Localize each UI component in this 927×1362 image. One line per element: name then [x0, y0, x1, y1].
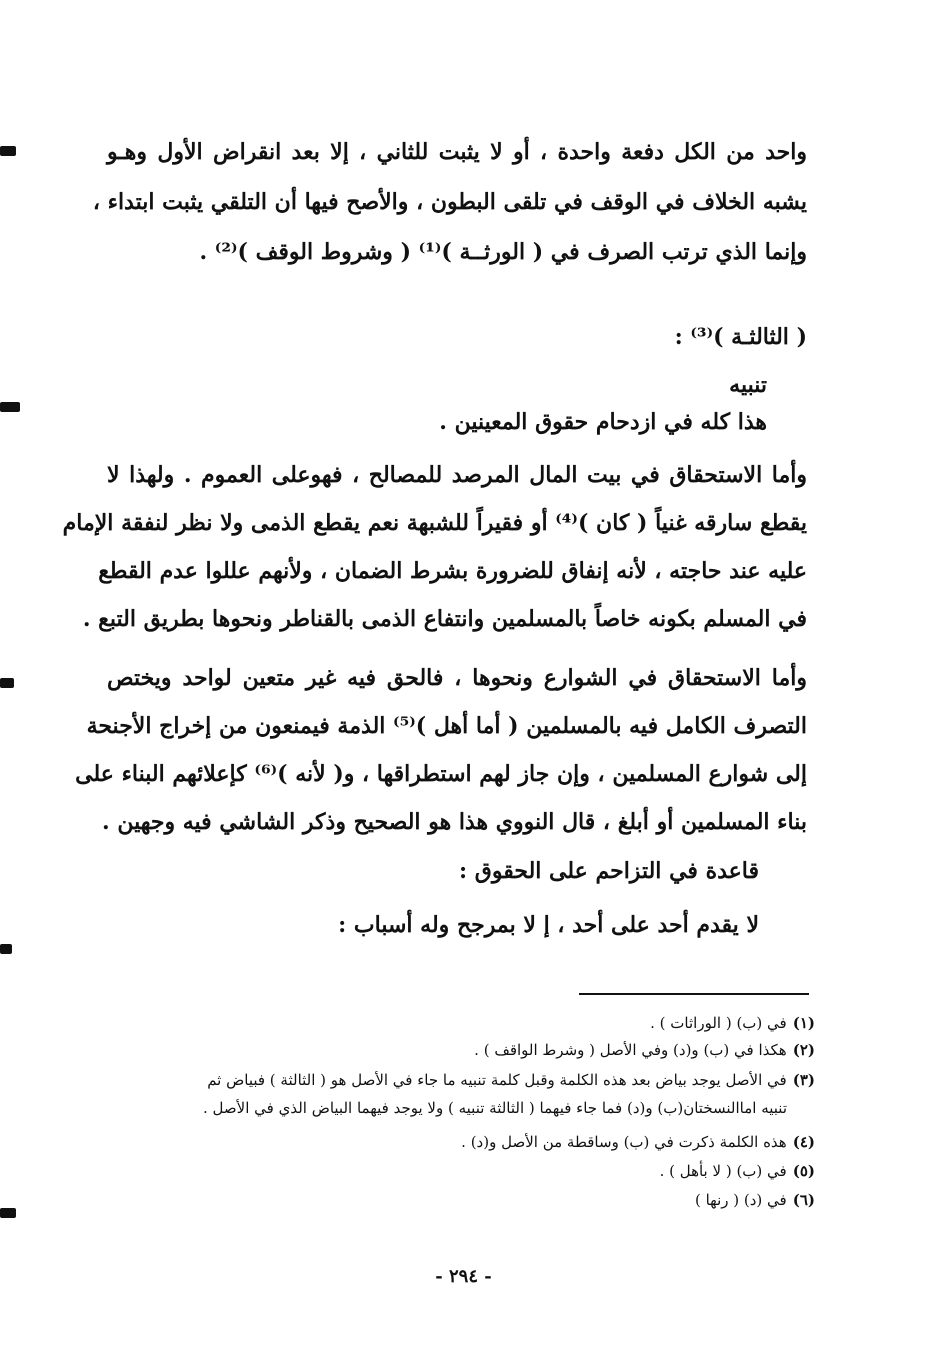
footnote-text: في الأصل يوجد بياض بعد هذه الكلمة وقبل كلمة تنبيه ما جاء في الأصل هو ( الثالثة ) فبياض ثم [207, 1071, 787, 1089]
section-heading: ( الثالثـة )⁽³⁾ : [674, 324, 807, 350]
scan-edge-mark [0, 1208, 16, 1218]
paragraph-line: التصرف الكامل فيه بالمسلمين ( أما أهل )⁽⁵⁾ الذمة فيمنعون من إخراج الأجنحة [86, 713, 807, 739]
footnote-text: في (د) ( رنها ) [694, 1191, 787, 1209]
footnote-item [105, 1131, 815, 1153]
footnote-text: هذه الكلمة ذكرت في (ب) وساقطة من الأصل و(د) . [461, 1133, 787, 1151]
footnote-number: (٦) [792, 1191, 815, 1209]
paragraph-line: يشبه الخلاف في الوقف في تلقى البطون ، والأصح فيها أن التلقي يثبت ابتداء ، [92, 189, 807, 215]
footnote-text: في (ب) ( لا بأهل ) . [659, 1162, 787, 1180]
paragraph-line: في المسلم بكونه خاصاً بالمسلمين وانتفاع الذمى بالقناطر ونحوها بطريق التبع . [82, 606, 807, 632]
scan-edge-mark [0, 402, 20, 412]
footnote-item [105, 1012, 815, 1034]
tanbih-heading: تنبيه [729, 372, 767, 398]
footnote-separator [579, 993, 809, 995]
scan-edge-mark [0, 944, 12, 954]
footnote-continuation [107, 1097, 787, 1119]
footnote-item [105, 1039, 815, 1061]
footnote-number: (٤) [792, 1133, 815, 1151]
footnote-text: هكذا في (ب) و(د) وفي الأصل ( وشرط الواقف ) . [474, 1041, 787, 1059]
footnote-text: تنبيه اماالنسختان(ب) و(د) فما جاء فيهما ( الثالثة تنبيه ) ولا يوجد فيهما البياض الذي في الأصل . [203, 1099, 787, 1117]
paragraph-line: وأما الاستحقاق في بيت المال المرصد للمصالح ، فهوعلى العموم . ولهذا لا [107, 462, 807, 488]
paragraph-line: إلى شوارع المسلمين ، وإن جاز لهم استطراقها ، و( لأنه )⁽⁶⁾ كإعلائهم البناء على [75, 761, 807, 787]
footnote-item [105, 1069, 815, 1091]
rule-line: لا يقدم أحد على أحد ، إ لا بمرجح وله أسباب : [338, 912, 759, 938]
footnote-number: (١) [792, 1014, 815, 1032]
rule-heading: قاعدة في التزاحم على الحقوق : [459, 858, 759, 884]
footnote-number: (٢) [792, 1041, 815, 1059]
scan-edge-mark [0, 146, 16, 156]
paragraph-line: بناء المسلمين أو أبلغ ، قال النووي هذا هو الصحيح وذكر الشاشي فيه وجهين . [102, 809, 807, 835]
footnote-text: في (ب) ( الوراثات ) . [650, 1014, 787, 1032]
scan-edge-mark [0, 678, 14, 688]
tanbih-line: هذا كله في ازدحام حقوق المعينين . [439, 409, 767, 435]
footnote-item [105, 1160, 815, 1182]
paragraph-line: يقطع سارقه غنياً ( كان )⁽⁴⁾ أو فقيراً للشبهة نعم يقطع الذمى ولا نظر لنفقة الإمام [62, 510, 807, 536]
paragraph-line: واحد من الكل دفعة واحدة ، أو لا يثبت للثاني ، إلا بعد انقراض الأول وهـو [107, 139, 807, 165]
footnote-number: (٣) [792, 1071, 815, 1089]
paragraph-line: وأما الاستحقاق في الشوارع ونحوها ، فالحق فيه غير متعين لواحد ويختص [107, 665, 807, 691]
paragraph-line: عليه عند حاجته ، لأنه إنفاق للضرورة بشرط الضمان ، ولأنهم عللوا عدم القطع [98, 558, 807, 584]
paragraph-line: وإنما الذي ترتب الصرف في ( الورثــة )⁽¹⁾ ( وشروط الوقف )⁽²⁾ . [199, 239, 807, 265]
footnote-number: (٥) [792, 1162, 815, 1180]
page-number: - ٢٩٤ - [435, 1266, 492, 1287]
footnote-item [105, 1189, 815, 1211]
